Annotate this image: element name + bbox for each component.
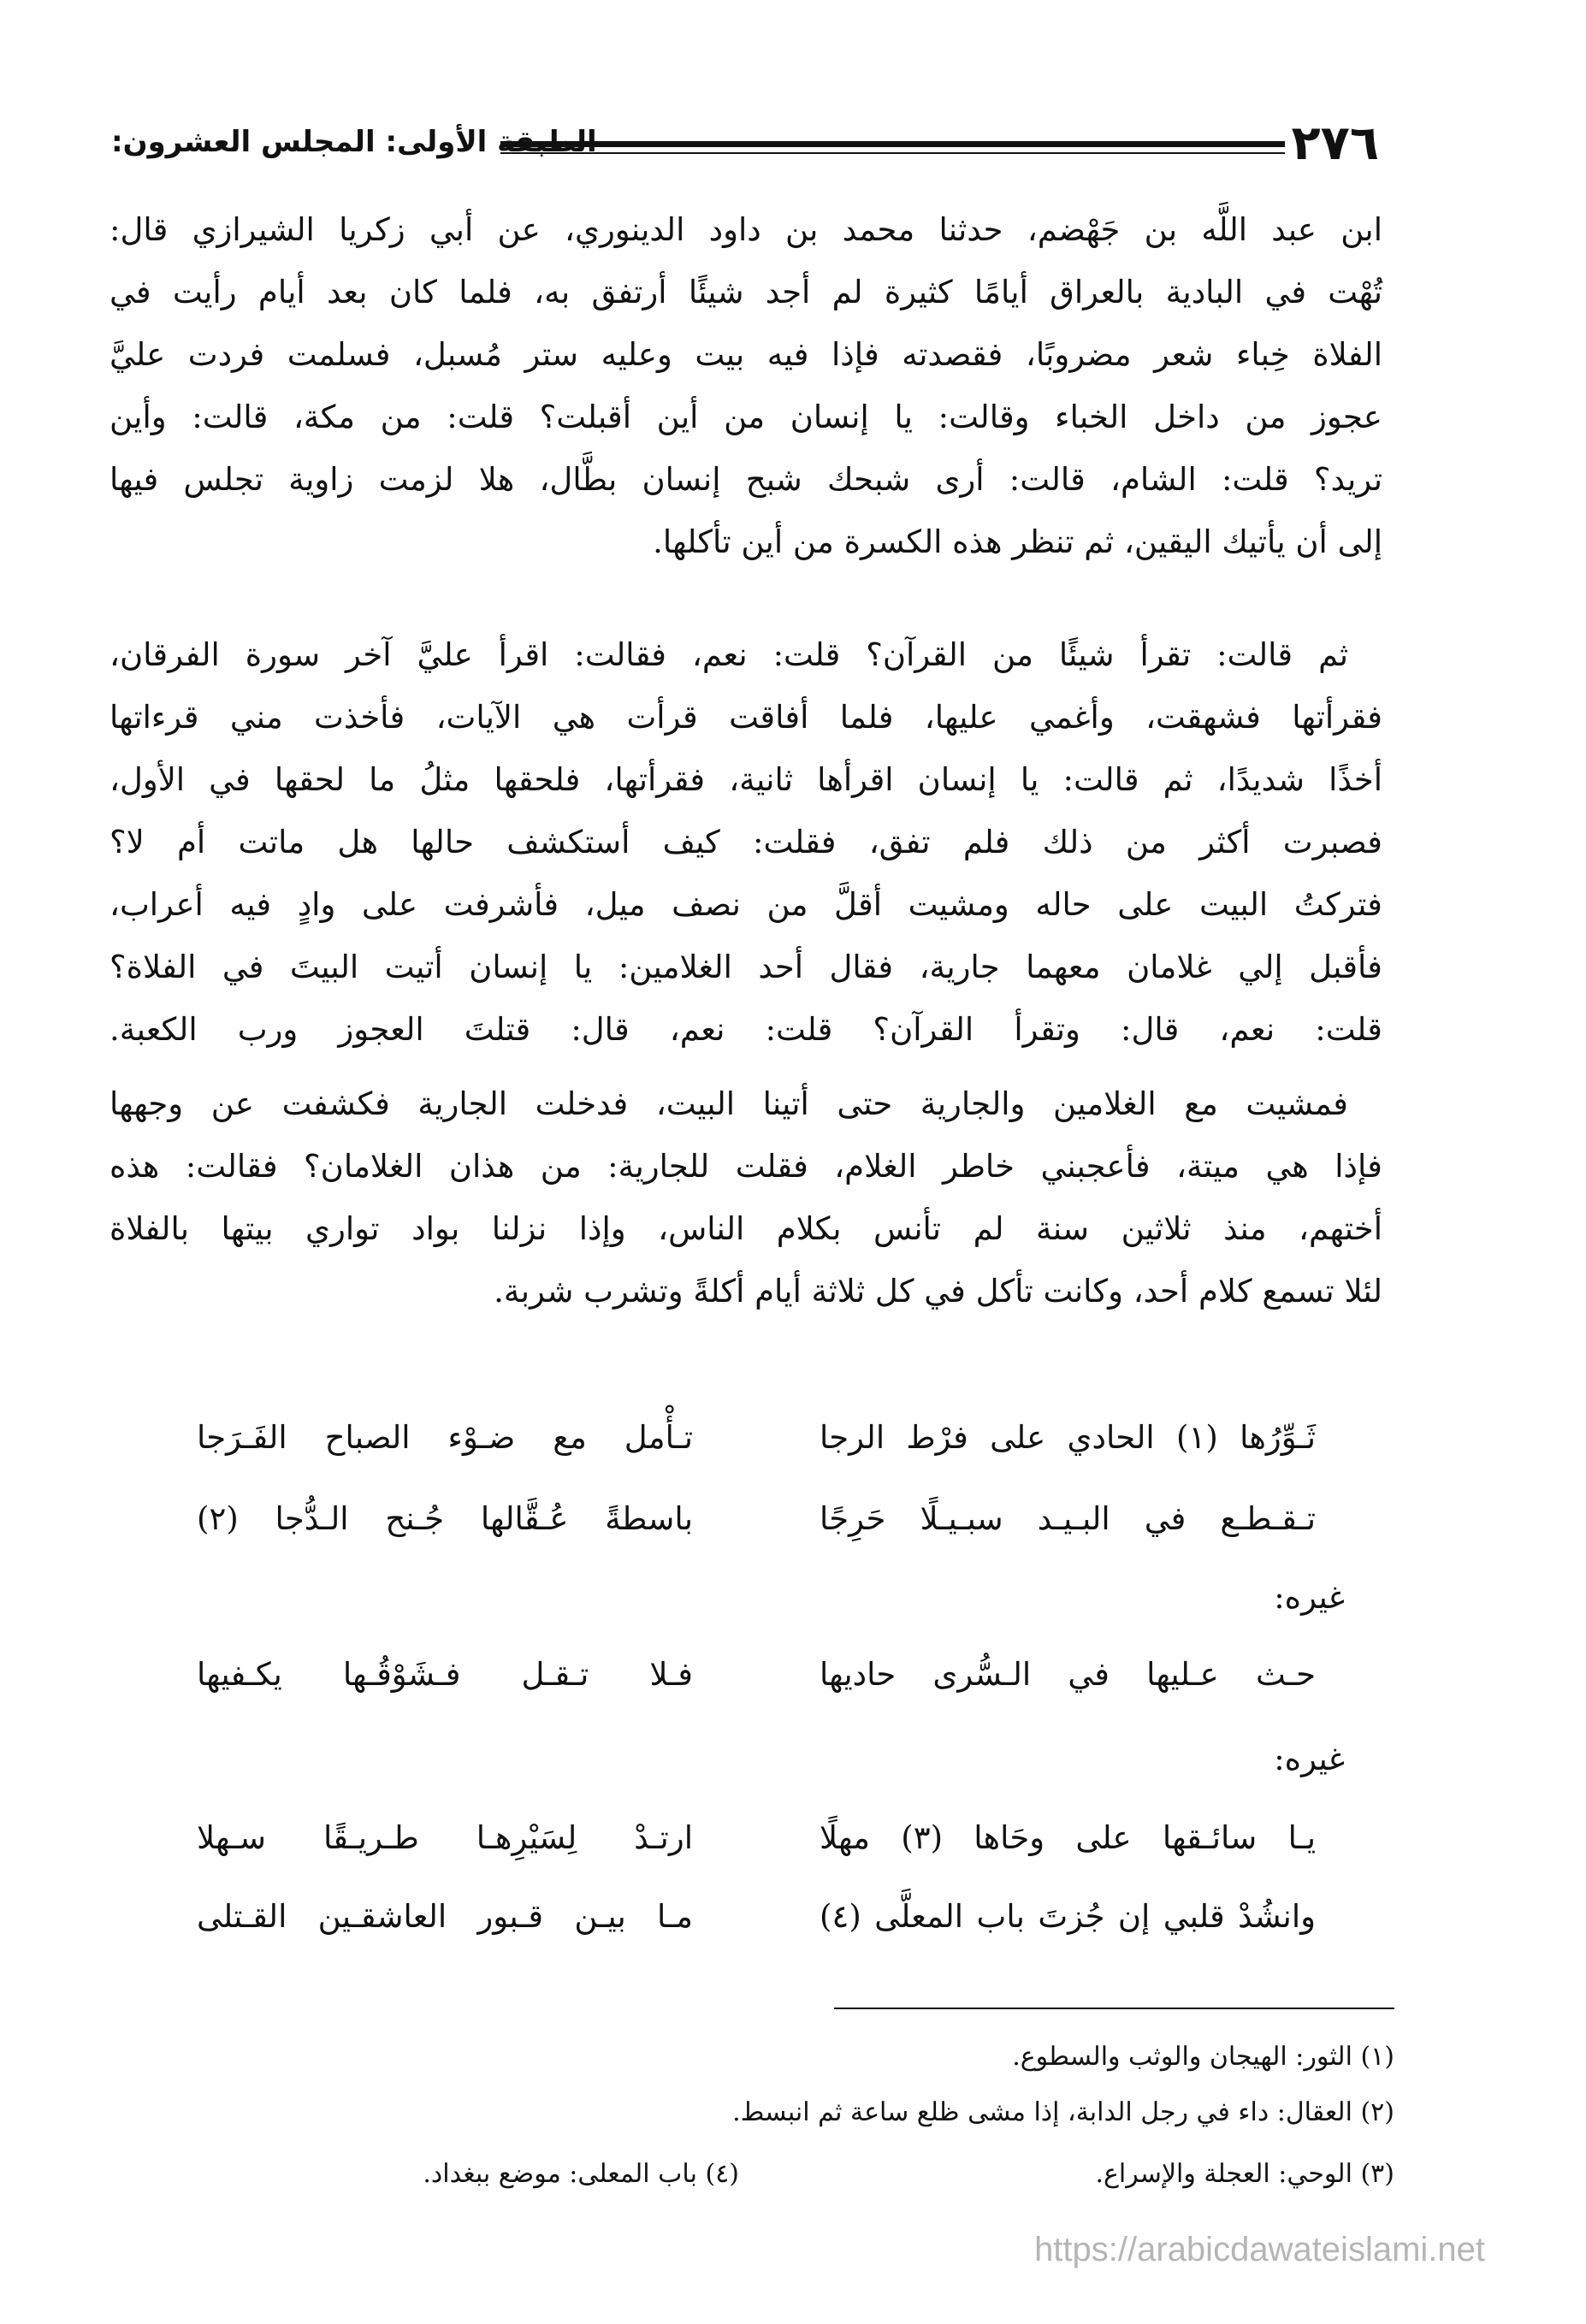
verse-hemistich-left: تـأْمل مع ضـوْء الصباح الفَـرَجا	[197, 1419, 693, 1456]
text-line: فإذا هي ميتة، فأعجبني خاطر الغلام، فقلت للجارية: من هذان الغلامان؟ فقالت: هذه	[109, 1148, 1382, 1185]
footnote: (١) الثور: الهيجان والوثب والسطوع.	[1012, 2042, 1394, 2072]
text-line: فقرأتها فشهقت، وأغمي عليها، فلما أفاقت قرأت هي الآيات، فأخذت مني قرءاتها	[109, 699, 1382, 736]
text-line: ابن عبد اللَّه بن جَهْضم، حدثنا محمد بن داود الدينوري، عن أبي زكريا الشيرازي قال:	[109, 211, 1382, 248]
header-rule-thick	[500, 141, 1285, 147]
footnote-separator	[834, 2008, 1394, 2009]
running-title: الطبقة الأولى: المجلس العشرون:	[111, 125, 597, 159]
text-line: تريد؟ قلت: الشام، قالت: أرى شبحك شبح إنسان بطَّال، هلا لزمت زاوية تجلس فيها	[109, 461, 1382, 498]
text-line: أختهم، منذ ثلاثين سنة لم تأنس بكلام الناس، وإذا نزلنا بواد تواري بيتها بالفلاة	[109, 1210, 1382, 1247]
text-line: فأقبل إلي غلامان معهما جارية، فقال أحد الغلامين: يا إنسان أتيت البيتَ في الفلاة؟	[109, 949, 1382, 985]
text-line: فتركتُ البيت على حاله ومشيت أقلَّ من نصف ميل، فأشرفت على وادٍ فيه أعراب،	[109, 886, 1382, 923]
verse-hemistich-left: فـلا تـقـل فـشَوْقُـها يكـفيها	[197, 1656, 693, 1693]
verse-hemistich-left: مـا بيـن قـبور العاشقـين القـتلى	[197, 1898, 693, 1935]
verse-hemistich-left: ارتـدْ لِسَيْرِهـا طـريـقًا سـهلا	[197, 1819, 693, 1856]
verse-hemistich-right: ثَـوِّرُها (١) الحادي على فرْط الرجا	[820, 1419, 1316, 1456]
text-line: تُهْت في البادية بالعراق أيامًا كثيرة لم أجد شيئًا أرتفق به، فلما كان بعد أيام رأيت في	[109, 274, 1382, 310]
text-line: إلى أن يأتيك اليقين، ثم تنظر هذه الكسرة من أين تأكلها.	[653, 523, 1382, 560]
verse-hemistich-left: باسطةً عُـقَّالها جُـنح الـدُّجا (٢)	[197, 1500, 693, 1537]
footnote: (٢) العقال: داء في رجل الدابة، إذا مشى ظلع ساعة ثم انبسط.	[732, 2097, 1394, 2127]
text-line: قلت: نعم، قال: وتقرأ القرآن؟ قلت: نعم، قال: قتلتَ العجوز ورب الكعبة.	[109, 1011, 1382, 1048]
label-other: غيره:	[1274, 1741, 1345, 1777]
footnote: (٣) الوحي: العجلة والإسراع.	[1095, 2159, 1394, 2189]
watermark: https://arabicdawateislami.net	[1034, 2231, 1485, 2268]
text-line: عجوز من داخل الخباء وقالت: يا إنسان من أين أقبلت؟ قلت: من مكة، قالت: وأين	[109, 399, 1382, 435]
label-other: غيره:	[1274, 1579, 1345, 1616]
footnote: (٤) باب المعلى: موضع ببغداد.	[423, 2159, 739, 2189]
verse-hemistich-right: يـا سائـقها على وحَاها (٣) مهلًا	[820, 1819, 1316, 1856]
text-line: فمشيت مع الغلامين والجارية حتى أتينا البيت، فدخلت الجارية فكشفت عن وجهها	[109, 1085, 1348, 1122]
verse-hemistich-right: وانشُدْ قلبي إن جُزتَ باب المعلَّى (٤)	[820, 1898, 1316, 1935]
header-rule-thin	[500, 152, 1285, 154]
page-number: ٢٧٦	[1291, 115, 1379, 171]
text-line: لئلا تسمع كلام أحد، وكانت تأكل في كل ثلاثة أيام أكلةً وتشرب شربة.	[494, 1273, 1382, 1310]
verse-hemistich-right: تـقـطـع في البـيـد سبـيـلًا حَرِجًا	[820, 1500, 1316, 1537]
text-line: الفلاة خِباء شعر مضروبًا، فقصدته فإذا فيه بيت وعليه ستر مُسبل، فسلمت فردت عليَّ	[109, 336, 1382, 373]
text-line: ثم قالت: تقرأ شيئًا من القرآن؟ قلت: نعم، فقالت: اقرأ عليَّ آخر سورة الفرقان،	[109, 636, 1348, 673]
text-line: فصبرت أكثر من ذلك فلم تفق، فقلت: كيف أستكشف حالها هل ماتت أم لا؟	[109, 824, 1382, 860]
text-line: أخذًا شديدًا، ثم قالت: يا إنسان اقرأها ثانية، فقرأتها، فلحقها مثلُ ما لحقها في الأول،	[109, 761, 1382, 798]
verse-hemistich-right: حـث عـليها في الـسُّرى حاديها	[820, 1656, 1316, 1693]
